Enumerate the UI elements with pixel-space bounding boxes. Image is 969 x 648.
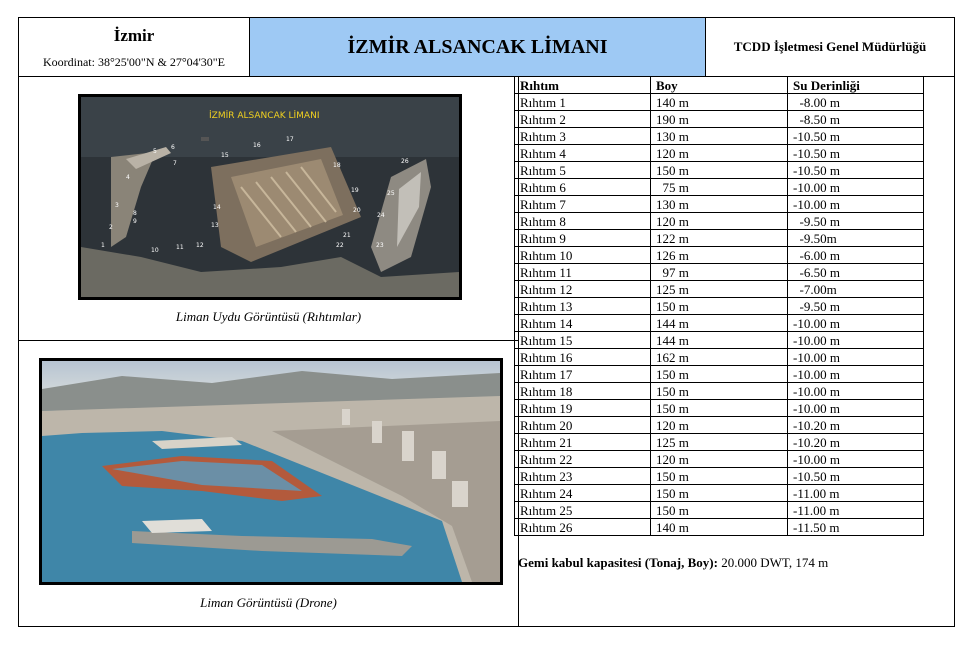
depth-cell: -10.00 m	[788, 179, 924, 196]
depth-cell: -10.00 m	[788, 315, 924, 332]
berth-cell: Rıhtım 23	[515, 468, 651, 485]
berth-cell: Rıhtım 19	[515, 400, 651, 417]
berth-label: 2	[109, 224, 113, 231]
depth-cell: -10.00 m	[788, 332, 924, 349]
length-cell: 150 m	[651, 400, 788, 417]
length-cell: 122 m	[651, 230, 788, 247]
berth-label: 18	[333, 162, 341, 169]
berth-label: 16	[253, 142, 261, 149]
depth-cell: -6.00 m	[788, 247, 924, 264]
depth-cell: -10.50 m	[788, 128, 924, 145]
berth-label: 20	[353, 207, 361, 214]
berth-label: 22	[336, 242, 344, 249]
table-header-row	[515, 77, 924, 94]
depth-cell: -11.00 m	[788, 485, 924, 502]
depth-cell: -7.00m	[788, 281, 924, 298]
berth-label: 15	[221, 152, 229, 159]
depth-cell: -10.20 m	[788, 417, 924, 434]
table-row	[515, 451, 924, 468]
berth-cell: Rıhtım 9	[515, 230, 651, 247]
length-cell: 150 m	[651, 298, 788, 315]
depth-cell: -10.00 m	[788, 349, 924, 366]
organization-name: TCDD İşletmesi Genel Müdürlüğü	[705, 18, 954, 77]
col-header-depth: Su Derinliği	[788, 77, 924, 94]
berth-label: 26	[401, 158, 409, 165]
page-title: İZMİR ALSANCAK LİMANI	[250, 18, 705, 77]
berth-cell: Rıhtım 22	[515, 451, 651, 468]
length-cell: 120 m	[651, 451, 788, 468]
berth-label: 8	[133, 210, 137, 217]
table-row	[515, 94, 924, 111]
length-cell: 126 m	[651, 247, 788, 264]
table-row	[515, 213, 924, 230]
col-header-length: Boy	[651, 77, 788, 94]
berth-label: 3	[115, 202, 119, 209]
table-row	[515, 349, 924, 366]
berth-label: 24	[377, 212, 385, 219]
berth-cell: Rıhtım 6	[515, 179, 651, 196]
berth-cell: Rıhtım 10	[515, 247, 651, 264]
berth-label: 19	[351, 187, 359, 194]
depth-cell: -8.50 m	[788, 111, 924, 128]
table-row	[515, 468, 924, 485]
berth-cell: Rıhtım 5	[515, 162, 651, 179]
depth-cell: -8.00 m	[788, 94, 924, 111]
depth-cell: -9.50 m	[788, 213, 924, 230]
depth-cell: -11.00 m	[788, 502, 924, 519]
table-row	[515, 519, 924, 536]
table-row	[515, 281, 924, 298]
header-city-cell	[19, 18, 250, 77]
berth-cell: Rıhtım 25	[515, 502, 651, 519]
capacity-value: 20.000 DWT, 174 m	[717, 555, 829, 570]
length-cell: 162 m	[651, 349, 788, 366]
capacity-note	[518, 555, 828, 571]
berth-cell: Rıhtım 2	[515, 111, 651, 128]
drone-caption: Liman Görüntüsü (Drone)	[200, 595, 337, 610]
berth-cell: Rıhtım 15	[515, 332, 651, 349]
table-row	[515, 111, 924, 128]
depth-cell: -9.50 m	[788, 298, 924, 315]
berth-cell: Rıhtım 8	[515, 213, 651, 230]
length-cell: 120 m	[651, 417, 788, 434]
depth-cell: -11.50 m	[788, 519, 924, 536]
table-row	[515, 264, 924, 281]
length-cell: 140 m	[651, 519, 788, 536]
berth-label: 14	[213, 204, 221, 211]
length-cell: 125 m	[651, 434, 788, 451]
length-cell: 120 m	[651, 213, 788, 230]
berth-label: 17	[286, 136, 294, 143]
table-row	[515, 128, 924, 145]
table-row	[515, 162, 924, 179]
berth-cell: Rıhtım 11	[515, 264, 651, 281]
berth-label: 6	[171, 144, 175, 151]
table-row	[515, 247, 924, 264]
depth-cell: -9.50m	[788, 230, 924, 247]
table-row	[515, 298, 924, 315]
depth-cell: -10.50 m	[788, 468, 924, 485]
length-cell: 190 m	[651, 111, 788, 128]
length-cell: 150 m	[651, 468, 788, 485]
length-cell: 125 m	[651, 281, 788, 298]
satellite-image	[78, 94, 462, 300]
length-cell: 150 m	[651, 162, 788, 179]
table-row	[515, 196, 924, 213]
berth-label: 4	[126, 174, 130, 181]
length-cell: 144 m	[651, 315, 788, 332]
depth-cell: -10.00 m	[788, 383, 924, 400]
drone-image	[39, 358, 503, 585]
berth-cell: Rıhtım 16	[515, 349, 651, 366]
depth-cell: -6.50 m	[788, 264, 924, 281]
depth-cell: -10.00 m	[788, 366, 924, 383]
berth-cell: Rıhtım 4	[515, 145, 651, 162]
col-header-berth: Rıhtım	[515, 77, 651, 94]
table-row	[515, 383, 924, 400]
length-cell: 130 m	[651, 128, 788, 145]
table-row	[515, 145, 924, 162]
table-row	[515, 315, 924, 332]
horizontal-divider	[19, 340, 518, 341]
satellite-caption: Liman Uydu Görüntüsü (Rıhtımlar)	[175, 309, 362, 324]
depth-cell: -10.20 m	[788, 434, 924, 451]
berth-cell: Rıhtım 21	[515, 434, 651, 451]
berth-label: 10	[151, 247, 159, 254]
length-cell: 144 m	[651, 332, 788, 349]
table-row	[515, 366, 924, 383]
berth-cell: Rıhtım 18	[515, 383, 651, 400]
berth-label: 11	[176, 244, 184, 251]
length-cell: 150 m	[651, 485, 788, 502]
table-row	[515, 230, 924, 247]
length-cell: 75 m	[651, 179, 788, 196]
table-row	[515, 179, 924, 196]
drone-image-drawing	[42, 361, 500, 582]
berth-cell: Rıhtım 14	[515, 315, 651, 332]
length-cell: 150 m	[651, 383, 788, 400]
depth-cell: -10.00 m	[788, 196, 924, 213]
depth-cell: -10.50 m	[788, 145, 924, 162]
table-row	[515, 417, 924, 434]
berth-cell: Rıhtım 26	[515, 519, 651, 536]
berth-cell: Rıhtım 17	[515, 366, 651, 383]
berth-cell: Rıhtım 7	[515, 196, 651, 213]
berth-table	[514, 76, 924, 536]
table-row	[515, 502, 924, 519]
depth-cell: -10.50 m	[788, 162, 924, 179]
capacity-label: Gemi kabul kapasitesi (Tonaj, Boy):	[518, 555, 718, 570]
length-cell: 120 m	[651, 145, 788, 162]
table-row	[515, 485, 924, 502]
berth-label: 13	[211, 222, 219, 229]
berth-label: 1	[101, 242, 105, 249]
coordinates: Koordinat: 38°25'00"N & 27°04'30"E	[42, 55, 226, 69]
berth-label: 25	[387, 190, 395, 197]
berth-label: 7	[173, 160, 177, 167]
length-cell: 150 m	[651, 502, 788, 519]
berth-cell: Rıhtım 1	[515, 94, 651, 111]
berth-cell: Rıhtım 13	[515, 298, 651, 315]
berth-label: 21	[343, 232, 351, 239]
table-row	[515, 332, 924, 349]
length-cell: 140 m	[651, 94, 788, 111]
berth-label: 9	[133, 218, 137, 225]
depth-cell: -10.00 m	[788, 400, 924, 417]
length-cell: 130 m	[651, 196, 788, 213]
berth-label: 23	[376, 242, 384, 249]
city-name: İzmir	[113, 26, 155, 45]
table-row	[515, 434, 924, 451]
depth-cell: -10.00 m	[788, 451, 924, 468]
berth-cell: Rıhtım 24	[515, 485, 651, 502]
berth-label: 5	[153, 148, 157, 155]
berth-cell: Rıhtım 12	[515, 281, 651, 298]
satellite-image-drawing	[81, 97, 459, 297]
length-cell: 150 m	[651, 366, 788, 383]
berth-cell: Rıhtım 20	[515, 417, 651, 434]
length-cell: 97 m	[651, 264, 788, 281]
satellite-overlay-title: İZMİR ALSANCAK LİMANI	[209, 111, 320, 121]
berth-label: 12	[196, 242, 204, 249]
table-row	[515, 400, 924, 417]
berth-cell: Rıhtım 3	[515, 128, 651, 145]
